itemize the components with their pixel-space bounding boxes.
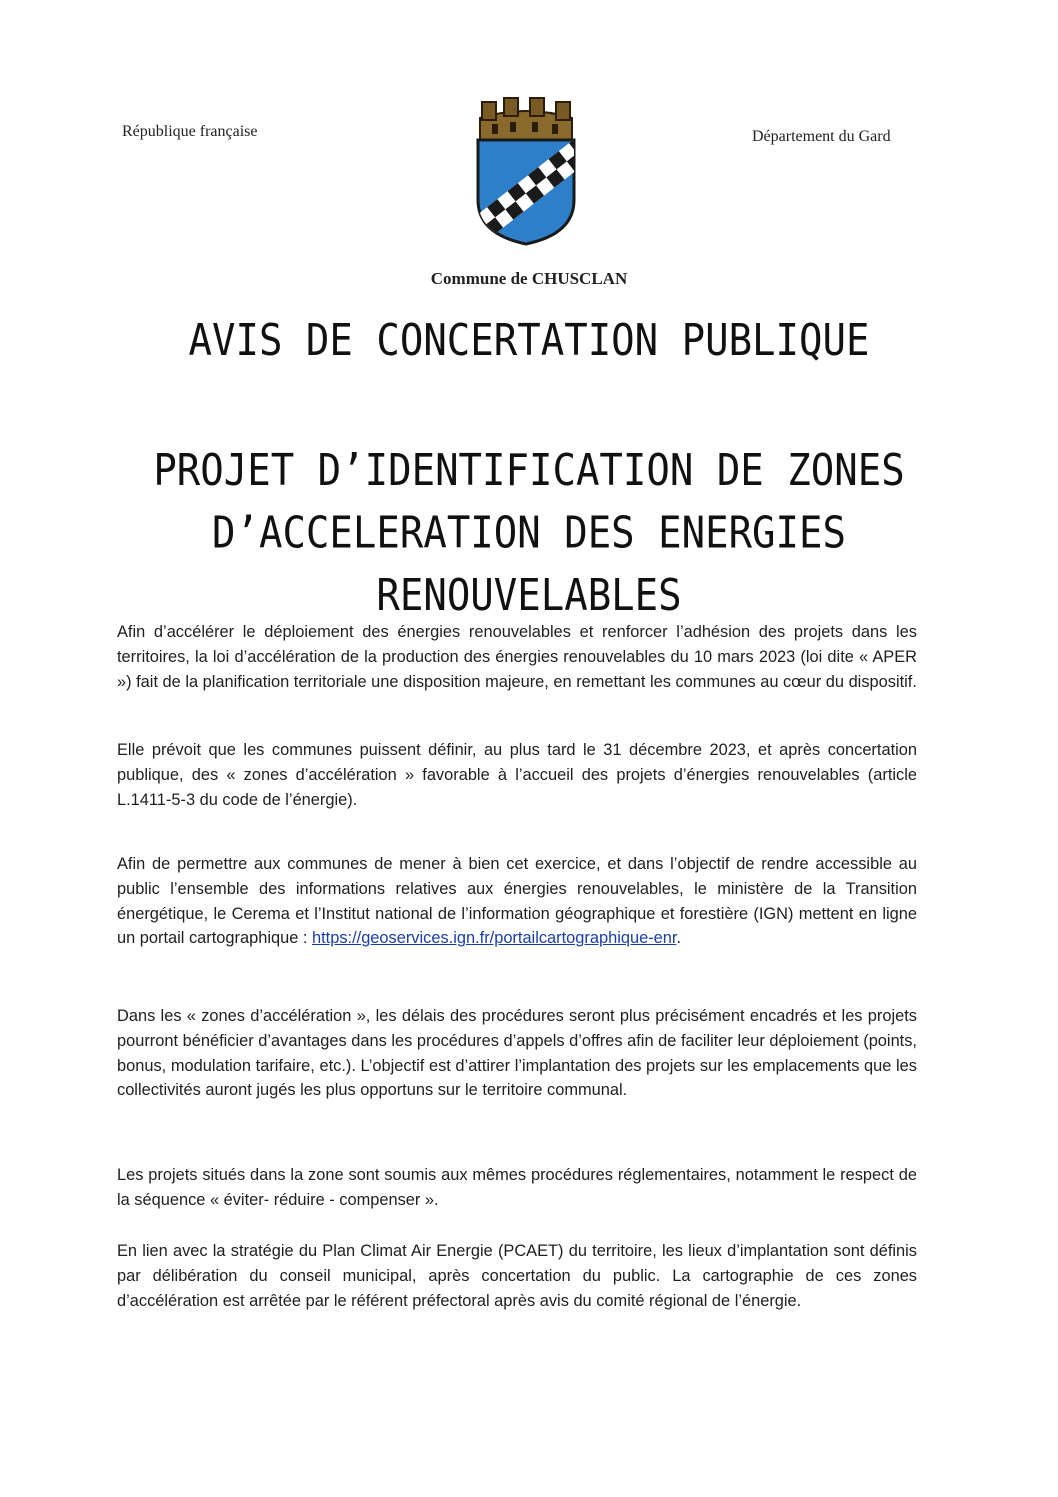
- paragraph-aper-law: Afin d’accélérer le déploiement des énergies renouvelables et renforcer l’adhésion des projets dans les territoires, la loi d’accélération de la production des énergies renouvelables du 10 mars 2023 (loi dite « APER ») fait de la planification territoriale une disposition majeure, en remettant les communes au cœur du dispositif.: [117, 623, 917, 691]
- project-title: PROJET D’IDENTIFICATION DE ZONES D’ACCELERATION DES ENERGIES RENOUVELABLES: [153, 445, 905, 622]
- paragraph-portal-end: .: [676, 929, 681, 948]
- commune-name: Commune de CHUSCLAN: [430, 269, 628, 288]
- paragraph-portal-text: Afin de permettre aux communes de mener à bien cet exercice, et dans l’objectif de rendre accessible au public l’ensemble des informations relatives aux énergies renouvelables, le ministère de la Transition énergétique, le Cerema et l’Institut national de l’information géographique et forestière (IGN) mettent en ligne un portail cartographique :: [117, 855, 917, 948]
- notice-title: AVIS DE CONCERTATION PUBLIQUE: [188, 316, 870, 367]
- coat-of-arms-icon: [470, 96, 582, 246]
- paragraph-pcaet: En lien avec la stratégie du Plan Climat Air Energie (PCAET) du territoire, les lieux d’implantation sont définis par délibération du conseil municipal, après concertation du public. La cartographie de ces zones d’accélération est arrêtée par le référent préfectoral après avis du comité régional de l’énergie.: [117, 1242, 917, 1310]
- paragraph-acceleration-zones: Dans les « zones d’accélération », les délais des procédures seront plus précisément encadrés et les projets pourront bénéficier d’avantages dans les procédures d’appels d’offres afin de faciliter leur déploiement (points, bonus, modulation tarifaire, etc.). L’objectif est d’attirer l’implantation des projets sur les emplacements que les collectivités auront jugés les plus opportuns sur le territoire communal.: [117, 1007, 917, 1100]
- portal-link[interactable]: https://geoservices.ign.fr/portailcartographique-enr: [312, 929, 677, 948]
- paragraph-deadline: Elle prévoit que les communes puissent définir, au plus tard le 31 décembre 2023, et après concertation publique, des « zones d’accélération » favorable à l’accueil des projets d’énergies renouvelables (article L.1411-5-3 du code de l’énergie).: [117, 741, 917, 809]
- paragraph-portal: [117, 852, 917, 951]
- paragraph-procedures: Les projets situés dans la zone sont soumis aux mêmes procédures réglementaires, notamment le respect de la séquence « éviter- réduire - compenser ».: [117, 1166, 917, 1209]
- header-departement: Département du Gard: [752, 128, 891, 145]
- header-republique: République française: [122, 123, 258, 140]
